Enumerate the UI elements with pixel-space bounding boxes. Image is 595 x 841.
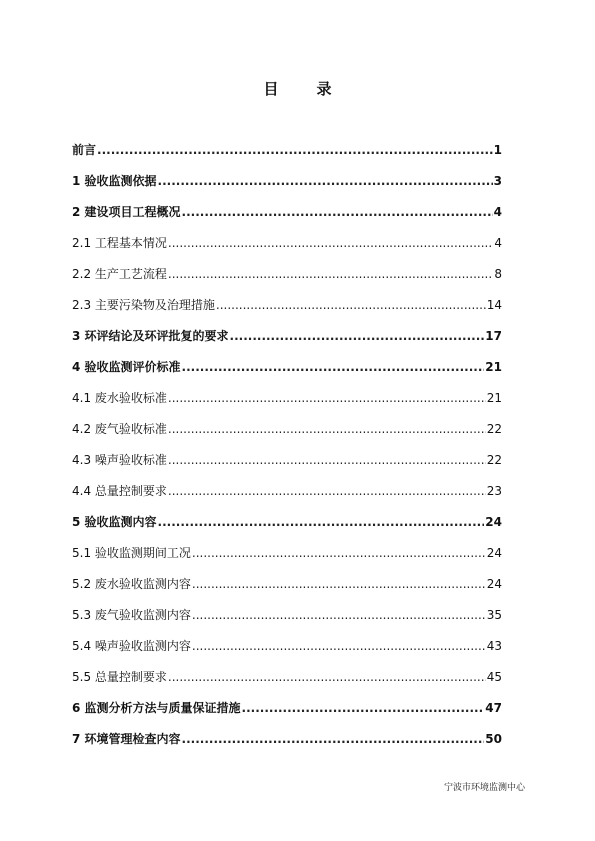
- toc-entry[interactable]: [72, 667, 502, 698]
- toc-entry[interactable]: [72, 450, 502, 481]
- toc-dot-leader: [168, 264, 493, 284]
- toc-entry-label: 4.4 总量控制要求: [72, 484, 167, 498]
- toc-entry-page-number: 1: [493, 143, 502, 157]
- toc-entry[interactable]: [72, 171, 502, 202]
- toc-entry-label: 5.2 废水验收监测内容: [72, 577, 191, 591]
- toc-entry-page-number: 50: [485, 732, 502, 746]
- toc-entry-page-number: 22: [486, 422, 502, 436]
- toc-entry[interactable]: [72, 202, 502, 233]
- toc-entry-label: 5.5 总量控制要求: [72, 670, 167, 684]
- toc-entry-label: 4.3 噪声验收标准: [72, 453, 167, 467]
- toc-entry[interactable]: [72, 698, 502, 729]
- toc-entry-label: 4 验收监测评价标准: [72, 360, 181, 374]
- toc-dot-leader: [192, 605, 486, 625]
- toc-entry-label: 2 建设项目工程概况: [72, 205, 181, 219]
- toc-dot-leader: [168, 388, 486, 408]
- toc-entry-page-number: 4: [494, 236, 502, 250]
- toc-dot-leader: [216, 295, 486, 315]
- toc-entry[interactable]: [72, 326, 502, 357]
- toc-entry-label: 5.3 废气验收监测内容: [72, 608, 191, 622]
- toc-dot-leader: [158, 171, 493, 191]
- toc-entry-page-number: 17: [485, 329, 502, 343]
- toc-entry[interactable]: [72, 512, 502, 543]
- toc-entry-label: 5.4 噪声验收监测内容: [72, 639, 191, 653]
- toc-entry[interactable]: [72, 543, 502, 574]
- toc-entry[interactable]: [72, 605, 502, 636]
- toc-dot-leader: [168, 233, 493, 253]
- toc-entry[interactable]: [72, 233, 502, 264]
- toc-entry-label: 5.1 验收监测期间工况: [72, 546, 191, 560]
- toc-entry-label: 4.2 废气验收标准: [72, 422, 167, 436]
- toc-entry-label: 2.1 工程基本情况: [72, 236, 167, 250]
- toc-entry[interactable]: [72, 357, 502, 388]
- toc-entry[interactable]: [72, 636, 502, 667]
- toc-dot-leader: [168, 450, 486, 470]
- toc-entry[interactable]: [72, 574, 502, 605]
- toc-entry-label: 5 验收监测内容: [72, 515, 157, 529]
- toc-entry-page-number: 22: [486, 453, 502, 467]
- toc-entry[interactable]: [72, 419, 502, 450]
- toc-entry[interactable]: [72, 264, 502, 295]
- toc-list: [72, 140, 502, 760]
- toc-entry-page-number: 35: [486, 608, 502, 622]
- toc-entry-page-number: 24: [486, 546, 502, 560]
- toc-dot-leader: [182, 729, 485, 749]
- toc-dot-leader: [192, 574, 486, 594]
- toc-entry-page-number: 24: [485, 515, 502, 529]
- toc-entry[interactable]: [72, 388, 502, 419]
- toc-dot-leader: [182, 202, 493, 222]
- toc-entry-page-number: 47: [485, 701, 502, 715]
- toc-dot-leader: [192, 543, 486, 563]
- toc-title: [0, 78, 595, 99]
- toc-dot-leader: [168, 667, 486, 687]
- toc-entry-label: 4.1 废水验收标准: [72, 391, 167, 405]
- toc-entry-page-number: 14: [486, 298, 502, 312]
- toc-entry[interactable]: [72, 295, 502, 326]
- toc-dot-leader: [192, 636, 486, 656]
- toc-dot-leader: [230, 326, 485, 346]
- toc-dot-leader: [158, 512, 485, 532]
- toc-entry-label: 7 环境管理检查内容: [72, 732, 181, 746]
- toc-entry-label: 2.2 生产工艺流程: [72, 267, 167, 281]
- toc-dot-leader: [97, 140, 493, 160]
- toc-title-left: 目: [263, 80, 279, 98]
- toc-entry-page-number: 43: [486, 639, 502, 653]
- toc-dot-leader: [168, 419, 486, 439]
- toc-entry-label: 前言: [72, 143, 97, 157]
- toc-entry-label: 3 环评结论及环评批复的要求: [72, 329, 229, 343]
- footer-organization: 宁波市环境监测中心: [443, 783, 525, 793]
- toc-dot-leader: [182, 357, 485, 377]
- toc-title-right: 录: [316, 80, 332, 98]
- toc-entry-page-number: 21: [485, 360, 502, 374]
- toc-entry-page-number: 23: [486, 484, 502, 498]
- toc-entry-page-number: 8: [494, 267, 502, 281]
- toc-entry-page-number: 3: [493, 174, 502, 188]
- toc-entry[interactable]: [72, 140, 502, 171]
- toc-entry[interactable]: [72, 481, 502, 512]
- toc-entry-page-number: 21: [486, 391, 502, 405]
- toc-entry-page-number: 45: [486, 670, 502, 684]
- toc-dot-leader: [168, 481, 486, 501]
- toc-entry-page-number: 24: [486, 577, 502, 591]
- toc-entry-label: 1 验收监测依据: [72, 174, 157, 188]
- toc-entry[interactable]: [72, 729, 502, 760]
- toc-entry-label: 6 监测分析方法与质量保证措施: [72, 701, 241, 715]
- toc-entry-page-number: 4: [493, 205, 502, 219]
- toc-entry-label: 2.3 主要污染物及治理措施: [72, 298, 215, 312]
- toc-dot-leader: [242, 698, 485, 718]
